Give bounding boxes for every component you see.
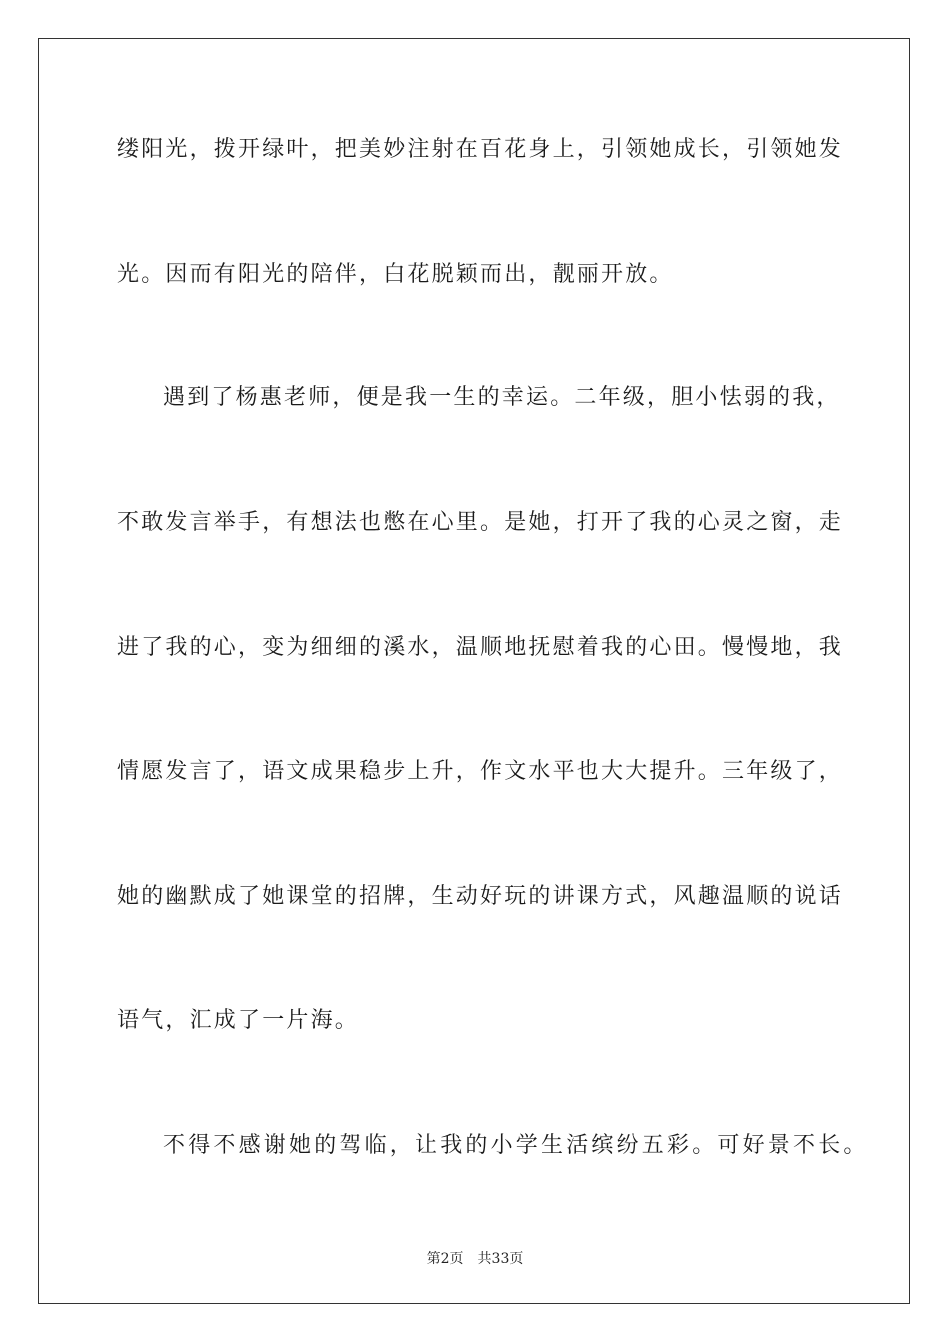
body-text-line: 情愿发言了，语文成果稳步上升，作文水平也大大提升。三年级了， xyxy=(117,759,844,784)
page-total: 共33页 xyxy=(477,1251,524,1267)
paragraph-start-line: 遇到了杨惠老师，便是我一生的幸运。二年级，胆小怯弱的我， xyxy=(163,385,841,410)
body-text-line: 不敢发言举手，有想法也憋在心里。是她，打开了我的心灵之窗，走 xyxy=(117,510,844,535)
body-text-line: 进了我的心，变为细细的溪水，温顺地抚慰着我的心田。慢慢地，我 xyxy=(117,635,844,660)
body-text-line: 她的幽默成了她课堂的招牌，生动好玩的讲课方式，风趣温顺的说话 xyxy=(117,884,844,909)
page-footer xyxy=(0,1248,950,1268)
body-text-line: 光。因而有阳光的陪伴，白花脱颖而出，靓丽开放。 xyxy=(117,262,674,287)
page-number: 第2页 xyxy=(426,1251,464,1267)
page-border xyxy=(38,38,910,1304)
paragraph-start-line: 不得不感谢她的驾临，让我的小学生活缤纷五彩。可好景不长。 xyxy=(163,1133,869,1158)
body-text-line: 语气，汇成了一片海。 xyxy=(117,1008,360,1033)
body-text-line: 缕阳光，拨开绿叶，把美妙注射在百花身上，引领她成长，引领她发 xyxy=(117,137,844,162)
